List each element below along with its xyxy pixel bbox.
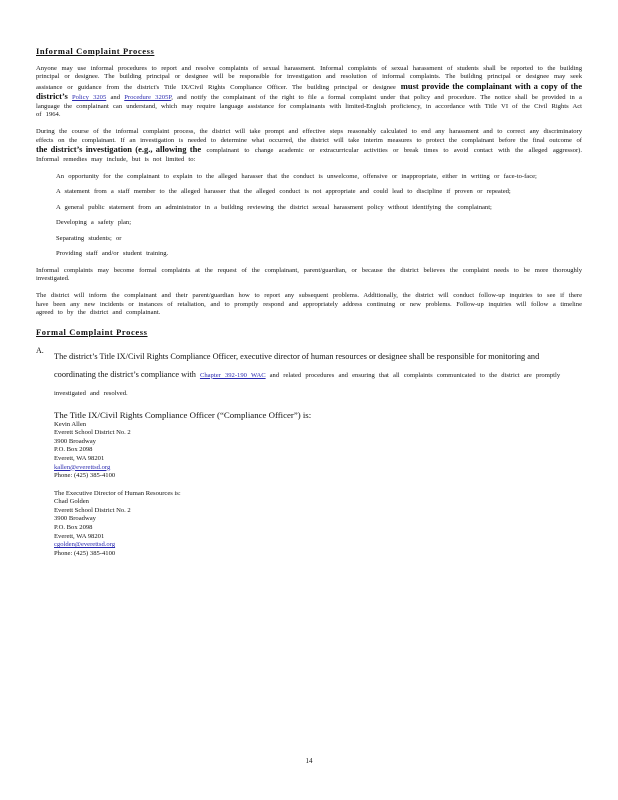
officer-city: Everett, WA 98201 (54, 454, 105, 462)
list-item: Providing staff and/or student training. (56, 250, 169, 258)
officer-name: Kevin Allen (54, 420, 87, 428)
document-page (36, 46, 582, 558)
hr-pobox: P.O. Box 2098 (54, 524, 93, 532)
informal-remedies-list (36, 173, 582, 258)
hr-email-link[interactable]: cgolden@everettsd.org (54, 541, 116, 549)
hr-phone: Phone: (425) 385-4100 (54, 549, 116, 557)
hr-street: 3900 Broadway (54, 515, 96, 523)
list-item: Separating students; or (56, 234, 122, 242)
officer-pobox: P.O. Box 2098 (54, 446, 93, 454)
informal-paragraph-3: Informal complaints may become formal complaints at the request of the complainant, parent/guardian, or because the district believes the complaint needs to be more thoroughly investigated. (36, 266, 582, 282)
officer-street: 3900 Broadway (54, 437, 96, 445)
informal-paragraph-2: During the course of the informal complaint process, the district will take prompt and effective steps reasonably calculated to end any harassment and to correct any discriminatory effects on the complainant. If an investigation is needed to determine what occurred, the district will take interim measures to protect the complainant before the final outcome of the district’s investigation (e.g., allowing the complainant to change academic or extracurricular activities or break times to avoid contact with the alleged aggressor). Informal remedies may include, but is not limited to: (36, 128, 582, 163)
item-label: A. (36, 345, 44, 355)
hr-name: Chad Golden (54, 498, 89, 506)
informal-paragraph-4: The district will inform the complainant and their parent/guardian how to report any subsequent problems. Additionally, the district will conduct follow-up inquiries to see if there have been any new incidents or instances of retaliation, and to promptly respond and appropriately address continuing or new problems. Follow-up inquiries will follow a timeline agreed to by the district and complainant. (36, 292, 582, 317)
formal-item-a: A. The district’s Title IX/Civil Rights Compliance Officer, executive director of human resources or designee shall be responsible for monitoring and coordinating the district’s compliance with Chapter 392-190 WAC and related procedures and ensuring that all complaints communicated to the district are promptly investigated and resolved. (36, 345, 561, 397)
compliance-officer-contact (54, 421, 582, 481)
list-item: An opportunity for the complainant to explain to the alleged harasser that the conduct is unwelcome, offensive or inappropriate, either in writing or face-to-face; (56, 173, 537, 181)
list-item: Developing a safety plan; (56, 219, 132, 227)
procedure-3205p-link[interactable]: Procedure 3205P (124, 94, 172, 102)
formal-heading: Formal Complaint Process (36, 326, 148, 337)
hr-city: Everett, WA 98201 (54, 532, 105, 540)
officer-org: Everett School District No. 2 (54, 429, 131, 437)
list-item: A statement from a staff member to the alleged harasser that the alleged conduct is not appropriate and could lead to discipline if proven or repeated; (56, 188, 511, 196)
compliance-officer-title: The Title IX/Civil Rights Compliance Officer (“Compliance Officer”) is: (54, 409, 312, 420)
list-item: A general public statement from an administrator in a building reviewing the district sexual harassment policy without identifying the complainant; (56, 203, 492, 211)
officer-phone: Phone: (425) 385-4100 (54, 472, 116, 480)
hr-director-contact (54, 490, 582, 559)
hr-org: Everett School District No. 2 (54, 506, 131, 514)
policy-3205-link[interactable]: Policy 3205 (72, 94, 107, 102)
informal-heading: Informal Complaint Process (36, 46, 155, 56)
informal-paragraph-1: Anyone may use informal procedures to report and resolve complaints of sexual harassment. Informal complaints of sexual harassment of students shall be reported to the building principal or designee. The building principal or designee will be responsible for investigation and resolution of informal complaints. The building principal or designee may seek assistance or guidance from the district's Title IX/Civil Rights Compliance Officer. The building principal or designee must provide the complainant with a copy of the district’s Policy 3205 and Procedure 3205P, and notify the complainant of the right to file a formal complaint under that policy and procedure. The notice shall be provided in a language the complainant can understand, which may require language assistance for complainants with limited-English proficiency, in accordance with Title VI of the Civil Rights Act of 1964. (36, 65, 582, 119)
page-number: 14 (305, 757, 313, 765)
hr-title: The Executive Director of Human Resources is: (54, 489, 181, 497)
officer-email-link[interactable]: kallen@everettsd.org (54, 463, 111, 471)
chapter-392-190-wac-link[interactable]: Chapter 392-190 WAC (199, 371, 266, 379)
